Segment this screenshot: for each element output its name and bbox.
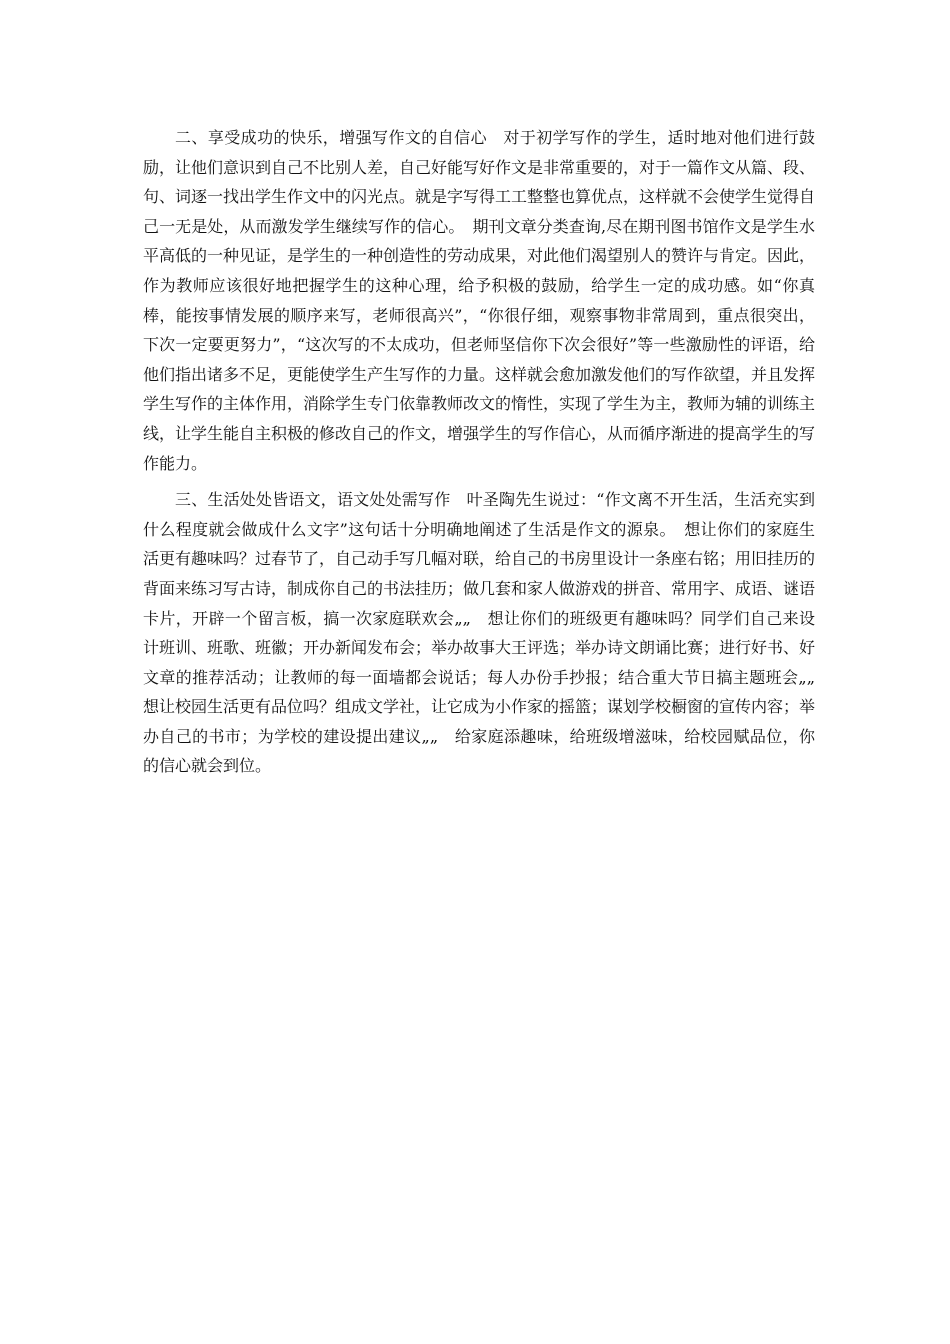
paragraph-life-and-writing: 三、生活处处皆语文，语文处处需写作 叶圣陶先生说过：“作文离不开生活，生活充实到什么程度就会做成什么文字”这句话十分明确地阐述了生活是作文的源泉。 想让你们的家庭生活更有趣味吗？过春节了，自己动手写几幅对联，给自己的书房里设计一条座右铭；用旧挂历的背面来练习写古诗，制成你自己的书法挂历；做几套和家人做游戏的拼音、常用字、成语、谜语卡片，开辟一个留言板，搞一次家庭联欢会„„ 想让你们的班级更有趣味吗？同学们自己来设计班训、班歌、班徽；开办新闻发布会；举办故事大王评选；举办诗文朗诵比赛；进行好书、好文章的推荐活动；让教师的每一面墙都会说话；每人办份手抄报；结合重大节日搞主题班会„„ 想让校园生活更有品位吗？组成文学社，让它成为小作家的摇篮；谋划学校橱窗的宣传内容；举办自己的书市；为学校的建设提出建议„„ 给家庭添趣味，给班级增滋味，给校园赋品位，你的信心就会到位。 — [143, 490, 832, 776]
paragraph-success-confidence: 二、享受成功的快乐，增强写作文的自信心 对于初学写作的学生，适时地对他们进行鼓励，让他们意识到自己不比别人差，自己好能写好作文是非常重要的，对于一篇作文从篇、段、句、词逐一找出学生作文中的闪光点。就是字写得工工整整也算优点，这样就不会使学生觉得自己一无是处，从而激发学生继续写作的信心。 期刊文章分类查询,尽在期刊图书馆作文是学生水平高低的一种见证，是学生的一种创造性的劳动成果，对此他们渴望别人的赞许与肯定。因此，作为教师应该很好地把握学生的这种心理，给予积极的鼓励，给学生一定的成功感。如“你真棒，能按事情发展的顺序来写，老师很高兴”，“你很仔细，观察事物非常周到，重点很突出，下次一定要更努力”，“这次写的不太成功，但老师坚信你下次会很好”等一些激励性的评语，给他们指出诸多不足，更能使学生产生写作的力量。这样就会愈加激发他们的写作欲望，并且发挥学生写作的主体作用，消除学生专门依靠教师改文的惰性，实现了学生为主，教师为辅的训练主线，让学生能自主积极的修改自己的作文，增强学生的写作信心，从而循序渐进的提高学生的写作能力。 — [143, 128, 816, 473]
document-body — [143, 123, 832, 788]
